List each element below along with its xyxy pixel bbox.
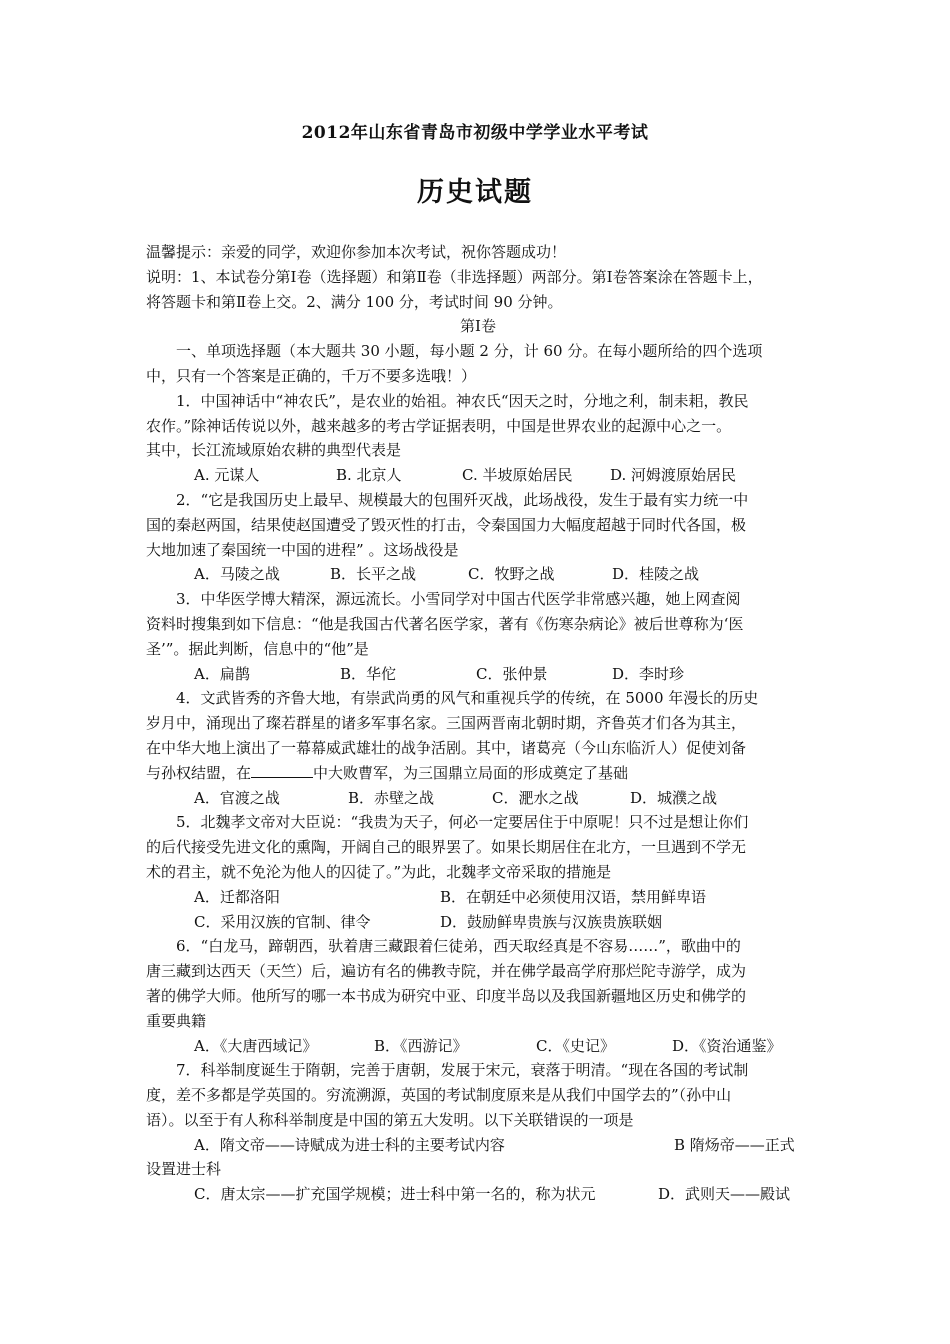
q4-stem-line-3: 在中华大地上演出了一幕幕威武雄壮的战争活剧。其中，诸葛亮（今山东临沂人）促使刘备 [146,738,747,757]
exam-title: 2012年山东省青岛市初级中学学业水平考试 [301,123,649,143]
q2-stem-line-3: 大地加速了秦国统一中国的进程” 。这场战役是 [146,540,459,559]
q7-options-row-1 [146,1133,810,1158]
section-heading-line-1: 一、单项选择题（本大题共 30 小题，每小题 2 分，计 60 分。在每小题所给的四个选项 [176,342,763,361]
q6-stem-line-3: 著的佛学大师。他所写的哪一本书成为研究中亚、印度半岛以及我国新疆地区历史和佛学的 [146,986,747,1005]
q7-option-b-continued: 设置进士科 [146,1160,222,1179]
q6-option-a: A．《大唐西域记》 [194,1036,318,1055]
section-heading-line-2: 中，只有一个答案是正确的，千万不要多选哦！） [146,366,477,385]
q5-option-b: B．在朝廷中必须使用汉语，禁用鲜卑语 [440,887,707,906]
q3-option-a: A．扁鹊 [194,664,250,683]
q2-option-c: C．牧野之战 [468,565,555,584]
warm-tip: 温馨提示：亲爱的同学，欢迎你参加本次考试，祝你答题成功！ [146,243,567,261]
q4-option-d: D．城濮之战 [630,788,718,807]
q6-stem-line-4: 重要典籍 [146,1011,207,1030]
q7-option-d: D．武则天——殿试 [658,1185,791,1204]
q2-option-d: D．桂陵之战 [612,565,700,584]
q6-stem-line-1: 6．“白龙马，蹄朝西，驮着唐三藏跟着仨徒弟，西天取经真是不容易……”，歌曲中的 [176,937,741,956]
q4-option-b: B．赤壁之战 [348,788,435,807]
exam-body [146,240,810,1207]
q3-option-d: D．李时珍 [612,664,685,683]
q6-option-d: D．《资治通鉴》 [672,1036,782,1055]
q2-option-a: A．马陵之战 [194,565,280,584]
q6-option-b: B．《西游记》 [374,1036,468,1055]
q4-stem-line-1: 4．文武皆秀的齐鲁大地，有崇武尚勇的风气和重视兵学的传统，在 5000 年漫长的历史 [176,689,759,708]
subject-title: 历史试题 [417,177,533,208]
q4-stem-line-2: 岁月中，涌现出了璨若群星的诸多军事名家。三国两晋南北朝时期，齐鲁英才们各为其主， [146,714,747,733]
q4-answer-blank [251,761,313,778]
q3-option-c: C．张仲景 [476,664,548,683]
q3-stem-line-2: 资料时搜集到如下信息：“他是我国古代著名医学家，著有《伤寒杂病论》被后世尊称为‘医 [146,614,744,633]
q4-stem-line-4 [146,761,810,786]
volume-heading: 第Ⅰ卷 [460,317,496,336]
q4-option-a: A．官渡之战 [194,788,280,807]
q7-option-c: C．唐太宗——扩充国学规模；进士科中第一名的，称为状元 [194,1185,596,1204]
instructions-line-2: 将答题卡和第Ⅱ卷上交。2、满分 100 分，考试时间 90 分钟。 [146,292,563,311]
q5-stem-line-1: 5．北魏孝文帝对大臣说：“我贵为天子，何必一定要居住于中原呢！只不过是想让你们 [176,813,749,832]
q4-option-c: C．淝水之战 [492,788,579,807]
q6-options [146,1034,810,1059]
instructions-line-1: 说明：1、本试卷分第Ⅰ卷（选择题）和第Ⅱ卷（非选择题）两部分。第Ⅰ卷答案涂在答题卡上， [146,267,763,286]
q1-stem-line-2: 农作。”除神话传说以外，越来越多的考古学证据表明，中国是世界农业的起源中心之一。 [146,416,732,435]
q1-stem-line-1: 1．中国神话中“神农氏”，是农业的始祖。神农氏“因天之时，分地之利，制耒耜，教民 [176,391,749,410]
q2-stem-line-2: 国的秦赵两国，结果使赵国遭受了毁灭性的打击，令秦国国力大幅度超越于同时代各国，极 [146,515,747,534]
q1-option-b: B. 北京人 [336,466,402,485]
q5-options-row-2 [146,910,810,935]
q3-stem-line-1: 3．中华医学博大精深，源远流长。小雪同学对中国古代医学非常感兴趣，她上网查阅 [176,590,741,609]
q4-options [146,786,810,811]
q7-stem-line-2: 度，差不多都是学英国的。穷流溯源，英国的考试制度原来是从我们中国学去的”（孙中山 [146,1086,732,1105]
q2-option-b: B．长平之战 [330,565,417,584]
q5-stem-line-2: 的后代接受先进文化的熏陶，开阔自己的眼界罢了。如果长期居住在北方，一旦遇到不学无 [146,838,747,857]
q1-stem-line-3: 其中，长江流域原始农耕的典型代表是 [146,441,402,460]
q3-option-b: B．华佗 [340,664,397,683]
q6-stem-line-2: 唐三藏到达西天（天竺）后，遍访有名的佛教寺院，并在佛学最高学府那烂陀寺游学，成为 [146,962,747,981]
q1-option-a: A. 元谋人 [194,466,260,485]
q5-option-a: A．迁都洛阳 [194,887,280,906]
q4-stem-line-4-start: 与孙权结盟，在 [146,763,252,782]
q5-stem-line-3: 术的君主，就不免沦为他人的囚徒了。”为此，北魏孝文帝采取的措施是 [146,862,612,881]
q7-stem-line-3: 语）。以至于有人称科举制度是中国的第五大发明。以下关联错误的一项是 [146,1110,634,1129]
q4-stem-line-4-end: 中大败曹军，为三国鼎立局面的形成奠定了基础 [313,763,629,782]
q7-options-row-2 [146,1182,810,1207]
q3-options [146,662,810,687]
q1-options [146,463,810,488]
q6-option-c: C．《史记》 [536,1036,615,1055]
q5-options-row-1 [146,885,810,910]
q2-stem-line-1: 2．“它是我国历史上最早、规模最大的包围歼灭战，此场战役，发生于最有实力统一中 [176,490,749,509]
q5-option-c: C．采用汉族的官制、律令 [194,912,371,931]
q1-option-d: D. 河姆渡原始居民 [610,466,737,485]
q5-option-d: D．鼓励鲜卑贵族与汉族贵族联姻 [440,912,663,931]
q7-option-b: B 隋炀帝——正式 [674,1135,795,1154]
q2-options [146,562,810,587]
q7-option-a: A．隋文帝——诗赋成为进士科的主要考试内容 [194,1135,505,1154]
q3-stem-line-3: 圣’”。据此判断，信息中的“他”是 [146,639,369,658]
q1-option-c: C. 半坡原始居民 [462,466,573,485]
q7-stem-line-1: 7．科举制度诞生于隋朝，完善于唐朝，发展于宋元，衰落于明清。“现在各国的考试制 [176,1061,749,1080]
